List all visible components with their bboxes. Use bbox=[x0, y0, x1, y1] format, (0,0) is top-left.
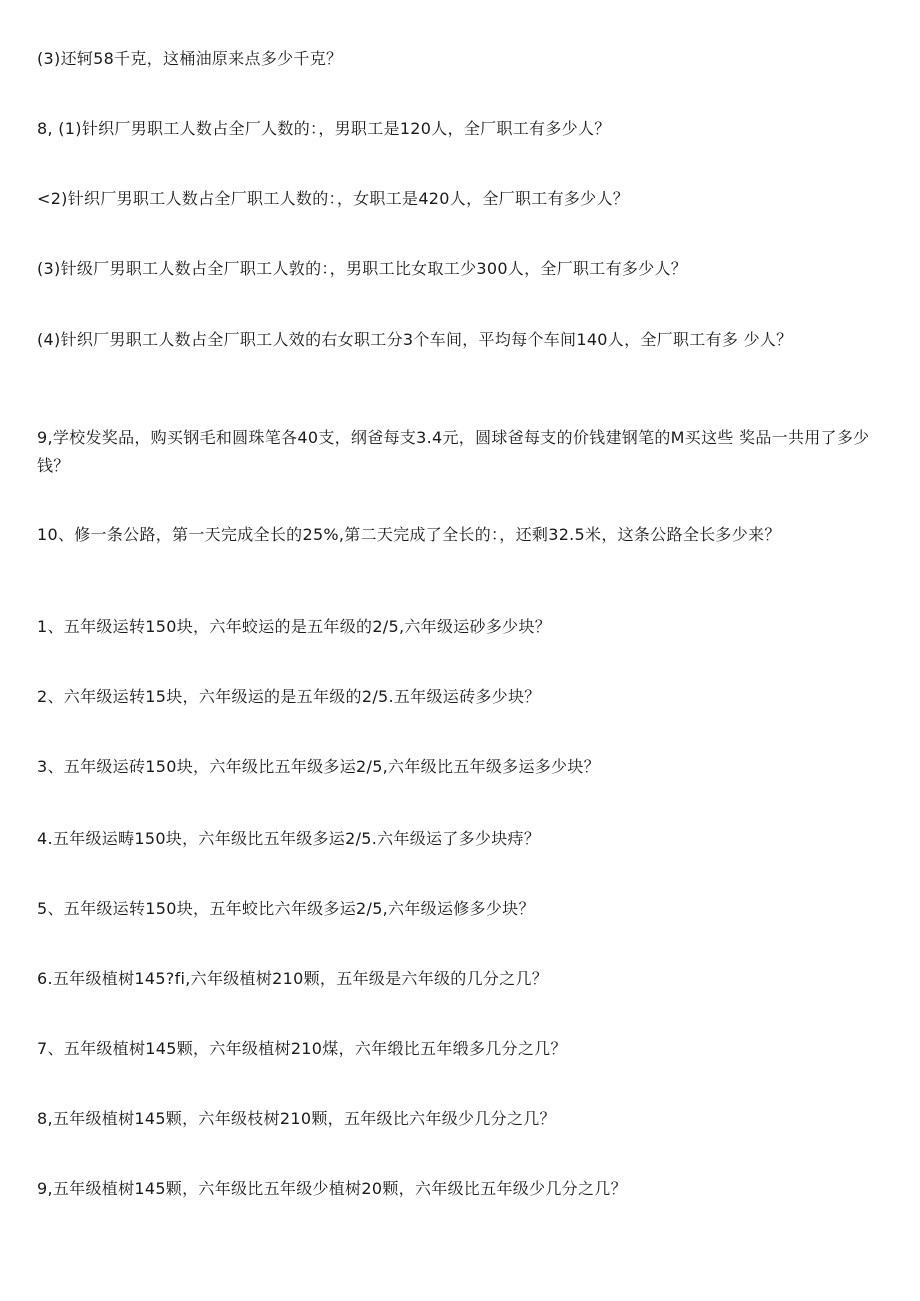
exercise-9: 9,五年级植树145颗，六年级比五年级少植树20颗，六年级比五年级少几分之几？ bbox=[37, 1179, 627, 1198]
exercise-8: 8,五年级植树145颗，六年级枝树210颗，五年级比六年级少几分之几？ bbox=[37, 1109, 556, 1128]
exercise-7: 7、五年级植树145颗，六年级植树210煤，六年缎比五年缎多几分之几？ bbox=[37, 1039, 567, 1058]
problem-8-2: <2)针织厂男职工人数占全厂职工人数的：，女职工是420人，全厂职工有多少人？ bbox=[37, 189, 630, 208]
exercise-1: 1、五年级运转150块，六年蛟运的是五年级的2/5,六年级运砂多少块？ bbox=[37, 617, 552, 636]
problem-10: 10、修一条公路，第一天完成全长的25%,第二天完成了全长的：，还剩32.5米，这条公路全长多少来？ bbox=[37, 525, 781, 544]
exercise-5: 5、五年级运转150块，五年蛟比六年级多运2/5,六年级运修多少块？ bbox=[37, 899, 535, 918]
exercise-4: 4.五年级运畴150块，六年级比五年级多运2/5.六年级运了多少块痔？ bbox=[37, 829, 541, 848]
exercise-3: 3、五年级运砖150块，六年级比五年级多运2/5,六年级比五年级多运多少块？ bbox=[37, 757, 600, 776]
exercise-2: 2、六年级运转15块，六年级运的是五年级的2/5.五年级运砖多少块？ bbox=[37, 687, 541, 706]
problem-3-oil: (3)还轲58千克，这桶油原来点多少千克？ bbox=[37, 49, 343, 68]
problem-8-1: 8, (1)针织厂男职工人数占全厂人数的：，男职工是120人，全厂职工有多少人？ bbox=[37, 119, 611, 138]
problem-8-3: (3)针级厂男职工人数占全厂职工人敦的：，男职工比女取工少300人，全厂职工有多少人？ bbox=[37, 259, 688, 278]
problem-8-4: (4)针织厂男职工人数占全厂职工人效的右女职工分3个车间，平均每个车间140人，全厂职工有多 少人？ bbox=[37, 330, 793, 349]
problem-9: 9,学校发奖品，购买钢毛和圆珠笔各40支，纲爸每支3.4元，圆球爸每支的价钱建钢笔的M买这些 奖品一共用了多少钱？ bbox=[37, 428, 870, 475]
exercise-6: 6.五年级植树145?fi,六年级植树210颗，五年级是六年级的几分之几？ bbox=[37, 969, 549, 988]
